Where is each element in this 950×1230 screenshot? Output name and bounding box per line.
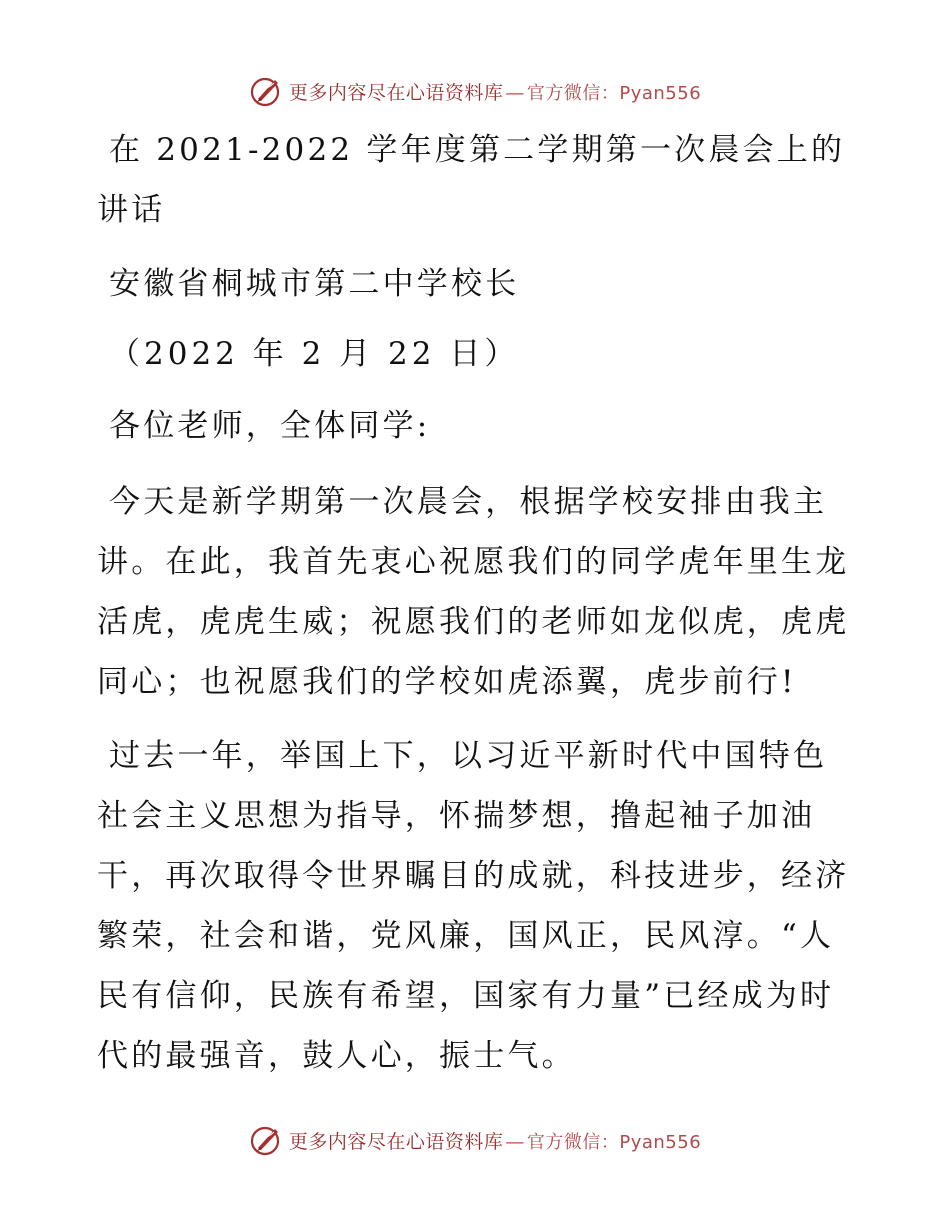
paragraph: 过去一年，举国上下，以习近平新时代中国特色社会主义思想为指导，怀揣梦想，撸起袖子加油干，再次取得令世界瞩目的成就，科技进步，经济繁荣，社会和谐，党风廉，国风正，民风淳。“人民有信仰，民族有希望，国家有力量”已经成为时代的最强音，鼓人心，振士气。 <box>97 738 850 1074</box>
watermark-text: 更多内容尽在心语资料库 <box>288 1130 504 1153</box>
watermark-text: 更多内容尽在心语资料库 <box>288 81 504 104</box>
quill-logo-icon <box>249 74 283 108</box>
document-author: 安徽省桐城市第二中学校长 <box>109 266 520 302</box>
watermark-separator: — <box>505 81 525 104</box>
watermark-official-account: 官方微信：Pyan556 <box>526 1131 702 1153</box>
footer-watermark <box>0 1120 950 1160</box>
quill-logo-icon <box>249 1123 283 1157</box>
document-body <box>97 120 857 1086</box>
paragraph: 今天是新学期第一次晨会，根据学校安排由我主讲。在此，我首先衷心祝愿我们的同学虎年里生龙活虎，虎虎生威；祝愿我们的老师如龙似虎，虎虎同心；也祝愿我们的学校如虎添翼，虎步前行! <box>97 484 850 700</box>
watermark-separator: — <box>505 1130 525 1153</box>
header-watermark <box>0 71 950 111</box>
document-date: （2022 年 2 月 22 日） <box>109 336 520 372</box>
document-greeting: 各位老师，全体同学: <box>109 408 431 444</box>
document-title: 在 2021-2022 学年度第二学期第一次晨会上的讲话 <box>97 132 846 228</box>
watermark-official-account: 官方微信：Pyan556 <box>526 82 702 104</box>
